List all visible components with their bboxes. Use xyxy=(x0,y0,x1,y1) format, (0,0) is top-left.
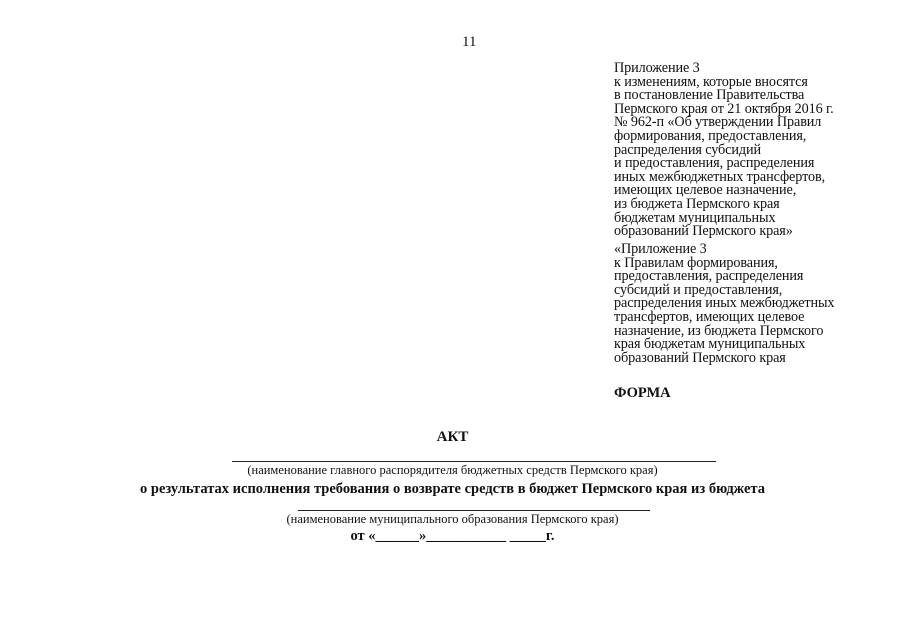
appendix-rules-line: образований Пермского края xyxy=(614,349,786,366)
administrator-name-caption: (наименование главного распорядителя бюджетных средств Пермского края) xyxy=(247,463,658,477)
appendix-header-line: и предоставления, распределения xyxy=(614,155,815,172)
municipality-name-line[interactable] xyxy=(298,510,650,511)
administrator-name-line[interactable] xyxy=(232,461,716,462)
act-title: АКТ xyxy=(436,429,469,445)
appendix-rules-line: к Правилам формирования, xyxy=(614,254,778,271)
appendix-header-block xyxy=(614,62,904,239)
appendix-header-line: № 962-п «Об утверждении Правил xyxy=(614,114,822,131)
appendix-header-line: иных межбюджетных трансфертов, xyxy=(614,168,826,185)
appendix-header-line: Приложение 3 xyxy=(614,60,700,76)
appendix-header-line: образований Пермского края» xyxy=(614,223,793,240)
appendix-header-line: имеющих целевое назначение, xyxy=(614,182,797,199)
appendix-rules-line: субсидий и предоставления, xyxy=(614,281,783,298)
form-label: ФОРМА xyxy=(614,385,671,401)
appendix-rules-line: края бюджетам муниципальных xyxy=(614,336,806,353)
appendix-header-line: формирования, предоставления, xyxy=(614,127,807,144)
municipality-name-caption: (наименование муниципального образования Пермского края) xyxy=(286,512,619,526)
act-date-line: от «______»___________ _____г. xyxy=(350,528,555,544)
appendix-header-line: Пермского края от 21 октября 2016 г. xyxy=(614,100,834,117)
appendix-rules-line: предоставления, распределения xyxy=(614,268,804,285)
appendix-rules-line: распределения иных межбюджетных xyxy=(614,295,835,312)
appendix-header-line: к изменениям, которые вносятся xyxy=(614,73,808,90)
page-number: 11 xyxy=(462,34,477,50)
appendix-header-line: из бюджета Пермского края xyxy=(614,195,780,212)
appendix-header-line: распределения субсидий xyxy=(614,141,761,158)
appendix-rules-line: назначение, из бюджета Пермского xyxy=(614,322,824,339)
appendix-header-line: бюджетам муниципальных xyxy=(614,209,776,226)
appendix-header-line: в постановление Правительства xyxy=(614,87,805,104)
appendix-rules-block xyxy=(614,243,904,365)
appendix-rules-line: «Приложение 3 xyxy=(614,241,707,257)
act-subject: о результатах исполнения требования о возврате средств в бюджет Пермского края из бюджета xyxy=(140,481,765,497)
appendix-rules-line: трансфертов, имеющих целевое xyxy=(614,308,805,325)
